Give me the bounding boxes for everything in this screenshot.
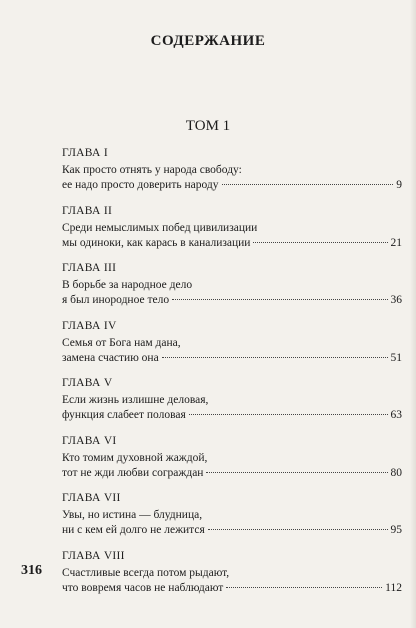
- chapter-title: ГЛАВА I: [62, 147, 108, 159]
- page-number: 9: [396, 179, 402, 191]
- dot-leader: [172, 299, 387, 300]
- chapter-subtitle-line-1: Как просто отнять у народа свободу:: [62, 164, 242, 176]
- chapter-title: ГЛАВА V: [62, 377, 113, 389]
- chapter-title: ГЛАВА VII: [62, 492, 121, 504]
- chapter-subtitle-line-2: функция слабеет половая: [62, 409, 186, 421]
- page-number: 51: [390, 351, 402, 364]
- toc-entry-7[interactable]: [62, 491, 402, 549]
- page-number: 112: [385, 581, 402, 594]
- chapter-subtitle-row: [62, 523, 402, 538]
- chapter-subtitle-line-2: ни с кем ей долго не лежится: [62, 524, 205, 536]
- page-number: 95: [390, 524, 402, 536]
- chapter-subtitle-line-2: тот не жди любви сограждан: [62, 466, 204, 479]
- chapter-subtitle-line-1: Среди немыслимых побед цивилизации: [62, 221, 258, 234]
- dot-leader: [208, 529, 388, 530]
- dot-leader: [253, 242, 387, 243]
- volume-heading: ТОМ 1: [185, 118, 231, 134]
- page-number: 21: [390, 236, 402, 249]
- toc-entry-1[interactable]: [62, 146, 402, 204]
- dot-leader: [222, 184, 394, 185]
- chapter-subtitle-line-1: Если жизнь излишне деловая,: [62, 394, 209, 406]
- toc-entry-4[interactable]: [62, 319, 402, 377]
- chapter-subtitle-row: [62, 351, 402, 366]
- toc-entry-8[interactable]: [62, 549, 402, 607]
- page-number: 36: [390, 294, 402, 306]
- page-number: 80: [390, 466, 402, 479]
- dot-leader: [162, 357, 388, 358]
- page-edge: [410, 0, 416, 628]
- dot-leader: [189, 414, 388, 415]
- chapter-subtitle-line-1: Семья от Бога нам дана,: [62, 336, 181, 349]
- toc-entry-3[interactable]: [62, 261, 402, 319]
- table-of-contents: [62, 146, 402, 606]
- chapter-subtitle-row: [62, 581, 402, 596]
- chapter-subtitle-line-2: я был инородное тело: [62, 294, 170, 306]
- chapter-subtitle-line-1: Счастливые всегда потом рыдают,: [62, 566, 230, 579]
- toc-entry-6[interactable]: [62, 434, 402, 492]
- page-number: 63: [390, 409, 402, 421]
- chapter-subtitle-line-1: В борьбе за народное дело: [62, 279, 193, 291]
- toc-entry-5[interactable]: [62, 376, 402, 434]
- chapter-subtitle-row: [62, 466, 402, 481]
- chapter-title: ГЛАВА IV: [62, 319, 117, 332]
- chapter-title: ГЛАВА III: [62, 262, 117, 274]
- chapter-title: ГЛАВА VIII: [62, 549, 125, 562]
- chapter-subtitle-row: [62, 236, 402, 251]
- chapter-subtitle-line-2: что вовремя часов не наблюдают: [62, 581, 224, 594]
- contents-heading: СОДЕРЖАНИЕ: [150, 33, 266, 49]
- chapter-subtitle-line-1: Кто томим духовной жаждой,: [62, 451, 208, 464]
- chapter-subtitle-line-2: ее надо просто доверить народу: [62, 179, 219, 191]
- chapter-subtitle-row: [62, 408, 402, 423]
- dot-leader: [226, 587, 382, 588]
- dot-leader: [206, 472, 387, 473]
- page-folio: 316: [21, 563, 42, 578]
- toc-entry-2[interactable]: [62, 204, 402, 262]
- chapter-subtitle-row: [62, 178, 402, 193]
- chapter-title: ГЛАВА VI: [62, 434, 117, 447]
- chapter-subtitle-line-2: мы одиноки, как карась в канализации: [62, 236, 251, 249]
- chapter-subtitle-line-1: Увы, но истина — блудница,: [62, 509, 203, 521]
- chapter-title: ГЛАВА II: [62, 204, 113, 217]
- chapter-subtitle-line-2: замена счастию она: [62, 351, 159, 364]
- chapter-subtitle-row: [62, 293, 402, 308]
